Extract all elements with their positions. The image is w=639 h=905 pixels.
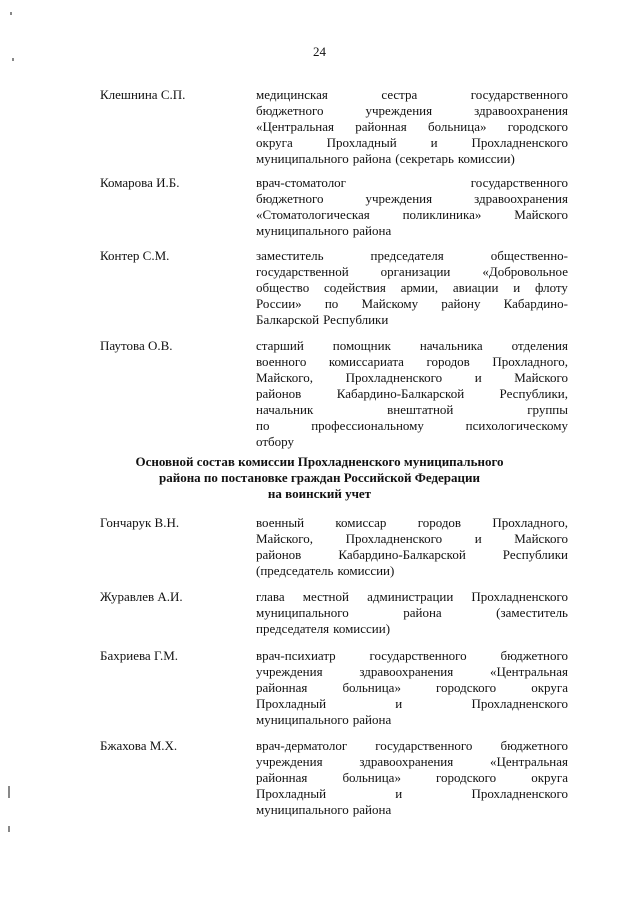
scan-mark	[8, 826, 10, 832]
scan-mark	[10, 12, 12, 15]
role-line: государственной организации «Добровольное	[256, 264, 568, 279]
role-line: отбору	[256, 434, 294, 449]
role-line: Майского, Прохладненского и Майского	[256, 531, 568, 546]
role-line: Майского, Прохладненского и Майского	[256, 370, 568, 385]
role-line: военный комиссар городов Прохладного,	[256, 515, 568, 530]
role-line: муниципального района	[256, 712, 392, 727]
member-role	[256, 87, 568, 167]
role-line: врач-стоматолог государственного	[256, 175, 568, 190]
role-line: районов Кабардино-Балкарской Республики	[256, 547, 568, 562]
role-line: районная больница» городского округа	[256, 680, 568, 695]
role-line: «Стоматологическая поликлиника» Майского	[256, 207, 568, 222]
role-line: Прохладный и Прохладненского	[256, 786, 568, 801]
member-role	[256, 338, 568, 450]
page-number: 24	[313, 44, 326, 59]
member-name: Комарова И.Б.	[100, 175, 180, 190]
role-line: округа Прохладный и Прохладненского	[256, 135, 568, 150]
member-role	[256, 648, 568, 728]
role-line: районов Кабардино-Балкарской Республики,	[256, 386, 568, 401]
role-line: бюджетного учреждения здравоохранения	[256, 191, 568, 206]
member-name: Клешнина С.П.	[100, 87, 186, 102]
role-line: начальник внештатной группы	[256, 402, 568, 417]
role-line: России» по Майскому району Кабардино-	[256, 296, 568, 311]
role-line: районная больница» городского округа	[256, 770, 568, 785]
section-heading-line: на воинский учет	[267, 486, 372, 501]
role-line: муниципального района (секретарь комиссии)	[256, 151, 515, 166]
role-line: бюджетного учреждения здравоохранения	[256, 103, 568, 118]
member-name: Журавлев А.И.	[100, 589, 183, 604]
role-line: старший помощник начальника отделения	[256, 338, 568, 353]
role-line: муниципального района	[256, 802, 392, 817]
role-line: глава местной администрации Прохладненского	[256, 589, 568, 604]
member-role	[256, 515, 568, 579]
scan-mark	[12, 58, 14, 61]
member-name: Контер С.М.	[100, 248, 170, 263]
role-line: «Центральная районная больница» городского	[256, 119, 568, 134]
role-line: учреждения здравоохранения «Центральная	[256, 754, 568, 769]
member-name: Гончарук В.Н.	[100, 515, 180, 530]
section-heading-line: района по постановке граждан Российской Федерации	[158, 470, 481, 485]
role-line: Балкарской Республики	[256, 312, 389, 327]
scan-mark	[8, 786, 10, 798]
section-heading-line: Основной состав комиссии Прохладненского муниципального	[135, 454, 504, 469]
role-line: врач-психиатр государственного бюджетного	[256, 648, 568, 663]
section-heading	[0, 454, 639, 502]
role-line: медицинская сестра государственного	[256, 87, 568, 102]
role-line: учреждения здравоохранения «Центральная	[256, 664, 568, 679]
member-name: Бахриева Г.М.	[100, 648, 179, 663]
member-role	[256, 589, 568, 637]
role-line: военного комиссариата городов Прохладного,	[256, 354, 568, 369]
role-line: муниципального района	[256, 223, 392, 238]
role-line: врач-дерматолог государственного бюджетного	[256, 738, 568, 753]
member-name: Паутова О.В.	[100, 338, 173, 353]
role-line: заместитель председателя общественно-	[256, 248, 568, 263]
role-line: муниципального района (заместитель	[256, 605, 568, 620]
role-line: Прохладный и Прохладненского	[256, 696, 568, 711]
role-line: председателя комиссии)	[256, 621, 391, 636]
member-name: Бжахова М.Х.	[100, 738, 178, 753]
member-role	[256, 248, 568, 328]
member-role	[256, 738, 568, 818]
role-line: по профессиональному психологическому	[256, 418, 568, 433]
role-line: (председатель комиссии)	[256, 563, 395, 578]
role-line: общество содействия армии, авиации и флоту	[256, 280, 568, 295]
member-role	[256, 175, 568, 239]
